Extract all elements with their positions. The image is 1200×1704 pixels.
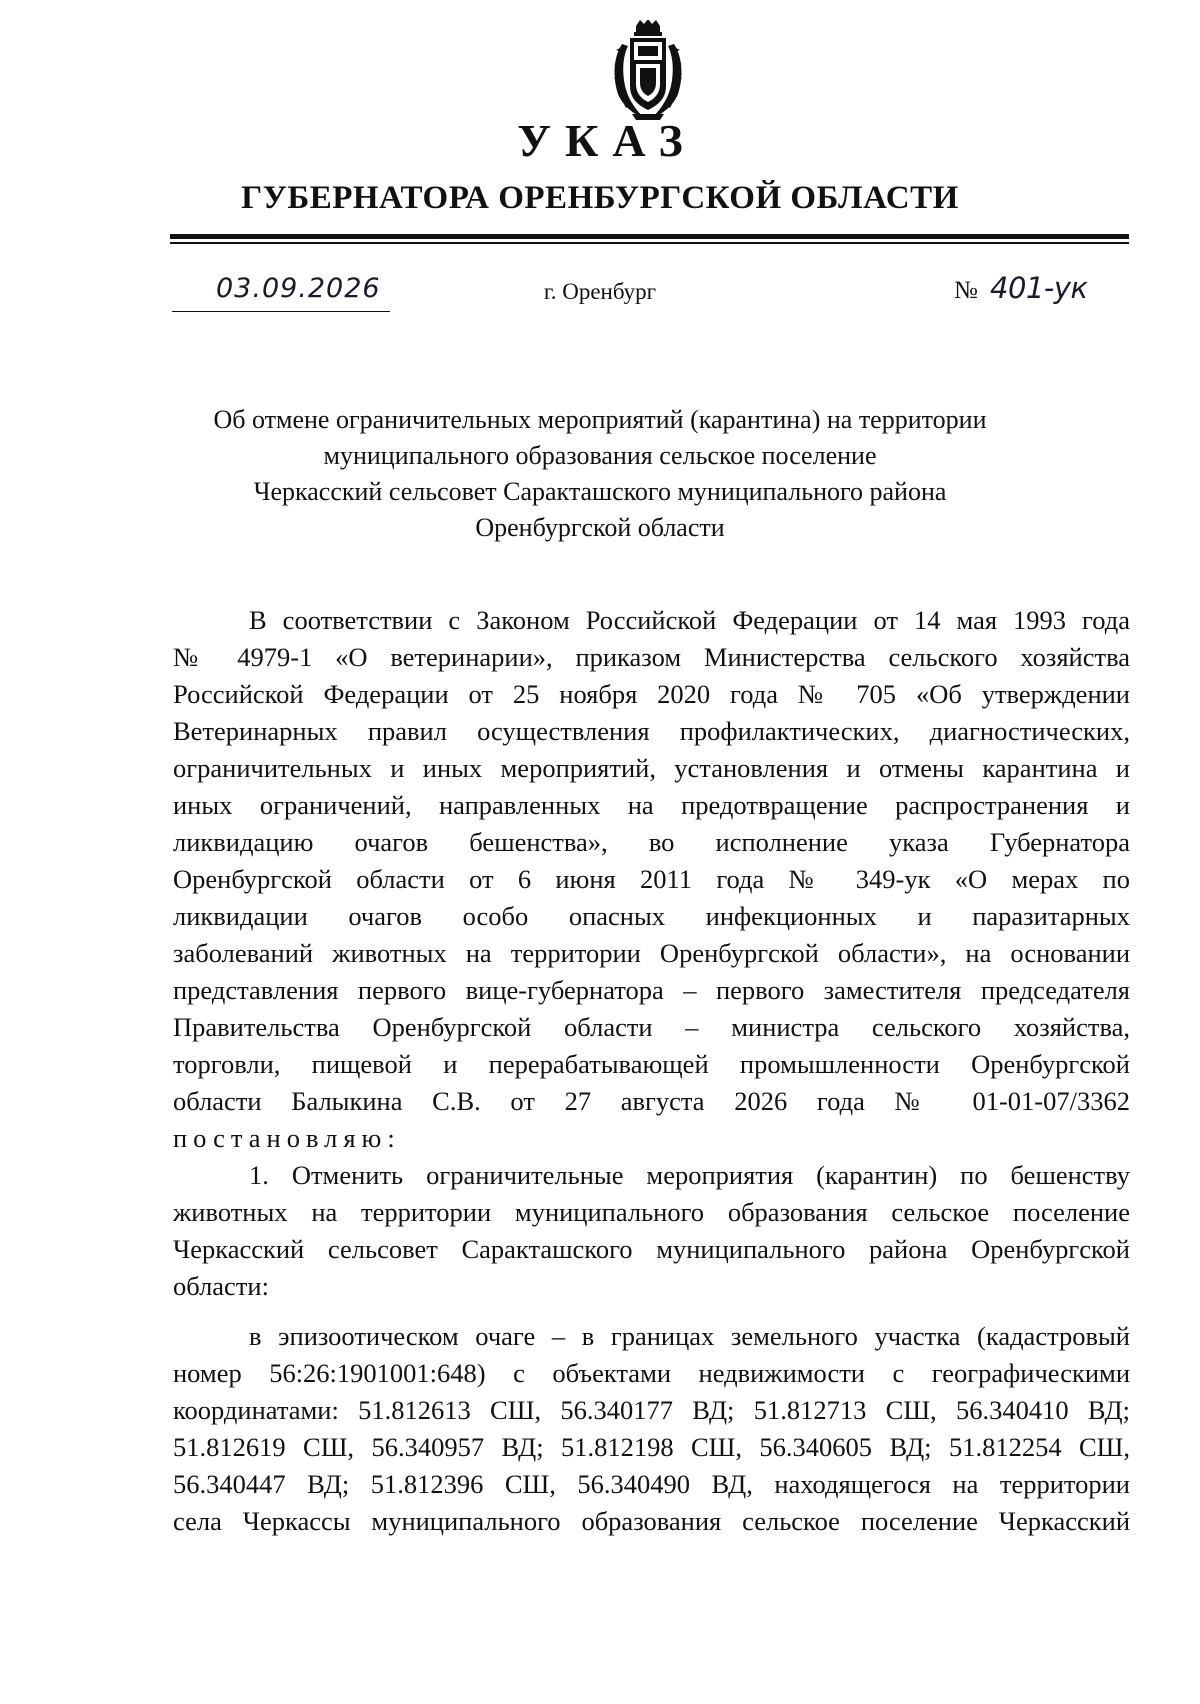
- paragraph-gap: [173, 1305, 1130, 1318]
- resolve-word: постановляю:: [173, 1123, 401, 1153]
- decree-meta-row: [0, 271, 1200, 325]
- body-line: области:: [173, 1271, 269, 1301]
- coat-of-arms-icon: [608, 20, 688, 122]
- body-line: области Балыкина С.В. от 27 августа 2026 года № 01-01-07/3362: [173, 1086, 1130, 1116]
- heading-line: Черкасский сельсовет Саракташского муниципального района: [253, 477, 947, 506]
- heading-line: муниципального образования сельское поселение: [323, 441, 877, 470]
- header-divider-thin: [170, 242, 1129, 244]
- body-line: представления первого вице-губернатора – первого заместителя председателя: [173, 975, 1130, 1005]
- body-line: в эпизоотическом очаге – в границах земельного участка (кадастровый: [249, 1321, 1130, 1351]
- body-line: ограничительных и иных мероприятий, установления и отмены карантина и: [173, 753, 1130, 783]
- body-line: ликвидации очагов особо опасных инфекционных и паразитарных: [173, 901, 1130, 931]
- body-line: иных ограничений, направленных на предотвращение распространения и: [173, 790, 1130, 820]
- body-line: 51.812619 СШ, 56.340957 ВД; 51.812198 СШ, 56.340605 ВД; 51.812254 СШ,: [173, 1432, 1130, 1462]
- issuing-city: г. Оренбург: [543, 279, 657, 304]
- body-line: № 4979-1 «О ветеринарии», приказом Министерства сельского хозяйства: [173, 642, 1130, 672]
- number-label: №: [954, 277, 978, 304]
- body-line: номер 56:26:1901001:648) с объектами недвижимости с географическими: [173, 1358, 1130, 1388]
- body-line: Ветеринарных правил осуществления профилактических, диагностических,: [173, 716, 1130, 746]
- decree-title: УКАЗ: [517, 115, 697, 166]
- body-line: 56.340447 ВД; 51.812396 СШ, 56.340490 ВД, находящегося на территории: [173, 1469, 1130, 1499]
- document-heading: [0, 402, 1200, 546]
- body-line: Правительства Оренбургской области – министра сельского хозяйства,: [173, 1012, 1130, 1042]
- decree-number: 401-ук: [990, 271, 1088, 305]
- heading-line: Об отмене ограничительных мероприятий (карантина) на территории: [213, 405, 987, 434]
- decree-date: 03.09.2026: [216, 273, 381, 304]
- document-body: [173, 602, 1130, 1540]
- body-line: Российской Федерации от 25 ноября 2020 года № 705 «Об утверждении: [173, 679, 1130, 709]
- body-line: В соответствии с Законом Российской Федерации от 14 мая 1993 года: [249, 605, 1130, 635]
- body-line: координатами: 51.812613 СШ, 56.340177 ВД; 51.812713 СШ, 56.340410 ВД;: [173, 1395, 1130, 1425]
- body-line: животных на территории муниципального образования сельское поселение: [173, 1197, 1130, 1227]
- body-line: торговли, пищевой и перерабатывающей промышленности Оренбургской: [173, 1049, 1130, 1079]
- body-line: ликвидацию очагов бешенства», во исполнение указа Губернатора: [173, 827, 1130, 857]
- heading-line: Оренбургской области: [475, 513, 725, 542]
- decree-issuer: ГУБЕРНАТОРА ОРЕНБУРГСКОЙ ОБЛАСТИ: [241, 180, 959, 216]
- body-line: заболеваний животных на территории Оренбургской области», на основании: [173, 938, 1130, 968]
- body-line: 1. Отменить ограничительные мероприятия (карантин) по бешенству: [249, 1160, 1130, 1190]
- body-line: села Черкассы муниципального образования сельское поселение Черкасский: [173, 1506, 1130, 1536]
- body-line: Черкасский сельсовет Саракташского муниципального района Оренбургской: [173, 1234, 1130, 1264]
- header-divider-thick: [170, 234, 1129, 239]
- body-line: Оренбургской области от 6 июня 2011 года № 349-ук «О мерах по: [173, 864, 1130, 894]
